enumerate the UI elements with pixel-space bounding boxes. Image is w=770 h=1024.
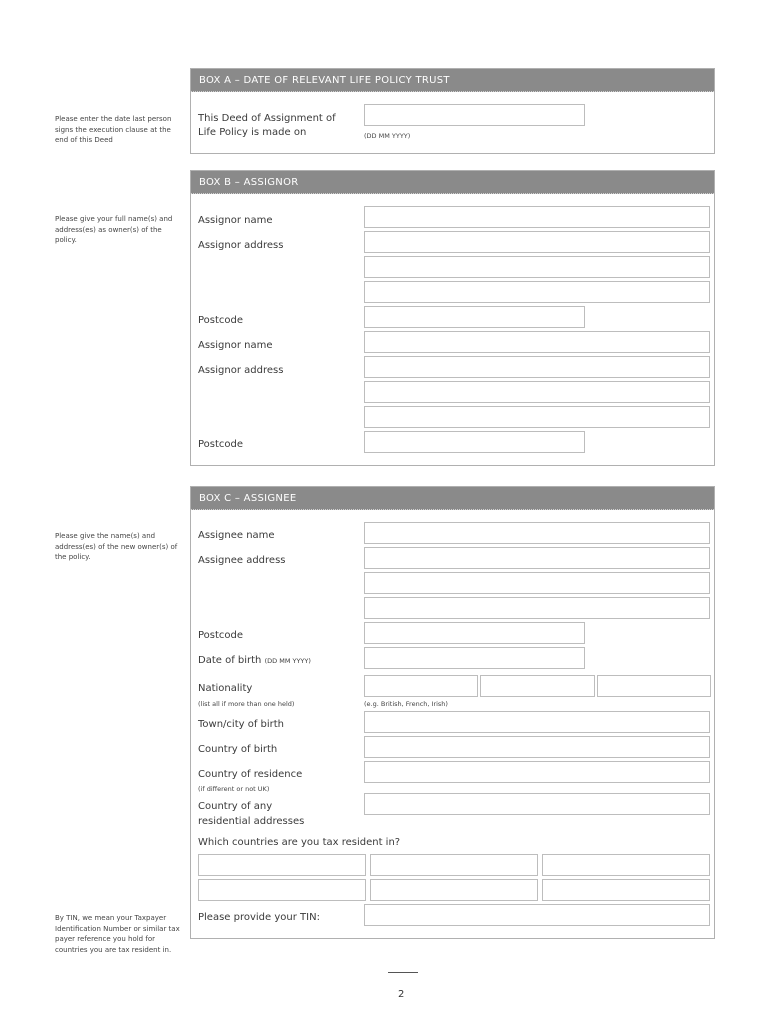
tax-country-field-5[interactable]: [370, 879, 538, 901]
country-of-residence-label: Country of residence: [198, 769, 303, 780]
box-a-note: Please enter the date last person signs the execution clause at the end of this Deed: [55, 115, 172, 144]
assignee-postcode-label: Postcode: [198, 630, 244, 641]
box-a-title: BOX A – DATE OF RELEVANT LIFE POLICY TRUST: [191, 69, 714, 92]
country-any-label-line2: residential addresses: [198, 816, 305, 827]
nationality-hint: (list all if more than one held): [198, 700, 295, 708]
tax-country-field-4[interactable]: [198, 879, 366, 901]
box-c-title: BOX C – ASSIGNEE: [191, 487, 714, 510]
nationality-field-2[interactable]: [480, 675, 595, 697]
assignee-address-line3[interactable]: [364, 597, 710, 619]
tin-field[interactable]: [364, 904, 710, 926]
tax-country-field-6[interactable]: [542, 879, 710, 901]
country-of-residence-hint: (if different or not UK): [198, 785, 270, 793]
assignor2-address-label: Assignor address: [198, 365, 284, 376]
assignor1-name-label: Assignor name: [198, 215, 273, 226]
page-number: 2: [398, 989, 405, 1000]
assignor2-postcode-label: Postcode: [198, 439, 244, 450]
dob-hint: (DD MM YYYY): [264, 657, 311, 665]
country-of-birth-label: Country of birth: [198, 744, 278, 755]
country-any-label-line1: Country of any: [198, 801, 273, 812]
nationality-field-1[interactable]: [364, 675, 478, 697]
assignor2-address-line1[interactable]: [364, 356, 710, 378]
town-of-birth-field[interactable]: [364, 711, 710, 733]
tax-country-field-1[interactable]: [198, 854, 366, 876]
tin-label: Please provide your TIN:: [198, 912, 320, 923]
assignor1-postcode-label: Postcode: [198, 315, 244, 326]
nationality-example: (e.g. British, French, Irish): [364, 700, 448, 708]
assignor1-name-field[interactable]: [364, 206, 710, 228]
assignor1-address-label: Assignor address: [198, 240, 284, 251]
assignor2-address-line2[interactable]: [364, 381, 710, 403]
dob-label-text: Date of birth: [198, 655, 262, 666]
assignor1-address-line1[interactable]: [364, 231, 710, 253]
box-c-note: Please give the name(s) and address(es) of the new owner(s) of the policy.: [55, 532, 178, 561]
assignor2-name-label: Assignor name: [198, 340, 273, 351]
tax-country-field-3[interactable]: [542, 854, 710, 876]
assignor2-address-line3[interactable]: [364, 406, 710, 428]
dob-field[interactable]: [364, 647, 585, 669]
assignee-address-line1[interactable]: [364, 547, 710, 569]
deed-made-on-label-line1: This Deed of Assignment of: [198, 113, 336, 124]
assignee-address-line2[interactable]: [364, 572, 710, 594]
assignee-postcode-field[interactable]: [364, 622, 585, 644]
tax-resident-label: Which countries are you tax resident in?: [198, 837, 401, 848]
deed-made-on-label-line2: Life Policy is made on: [198, 127, 307, 138]
country-any-residential-field[interactable]: [364, 793, 710, 815]
country-of-birth-field[interactable]: [364, 736, 710, 758]
deed-date-field[interactable]: [364, 104, 585, 126]
footer-rule: [388, 972, 418, 973]
assignor1-address-line3[interactable]: [364, 281, 710, 303]
nationality-label: Nationality: [198, 683, 253, 694]
box-b-note: Please give your full name(s) and address(es) as owner(s) of the policy.: [55, 215, 173, 244]
country-of-residence-field[interactable]: [364, 761, 710, 783]
box-b-title: BOX B – ASSIGNOR: [191, 171, 714, 194]
assignor1-postcode-field[interactable]: [364, 306, 585, 328]
dob-label: [198, 654, 311, 668]
deed-date-hint: (DD MM YYYY): [364, 132, 411, 140]
assignee-name-field[interactable]: [364, 522, 710, 544]
tin-note: By TIN, we mean your Taxpayer Identification Number or similar tax payer reference you hold for countries you are tax resident in.: [55, 914, 180, 954]
assignor2-name-field[interactable]: [364, 331, 710, 353]
assignee-address-label: Assignee address: [198, 555, 286, 566]
nationality-field-3[interactable]: [597, 675, 711, 697]
assignor1-address-line2[interactable]: [364, 256, 710, 278]
tax-country-field-2[interactable]: [370, 854, 538, 876]
assignor2-postcode-field[interactable]: [364, 431, 585, 453]
assignee-name-label: Assignee name: [198, 530, 275, 541]
town-of-birth-label: Town/city of birth: [198, 719, 285, 730]
